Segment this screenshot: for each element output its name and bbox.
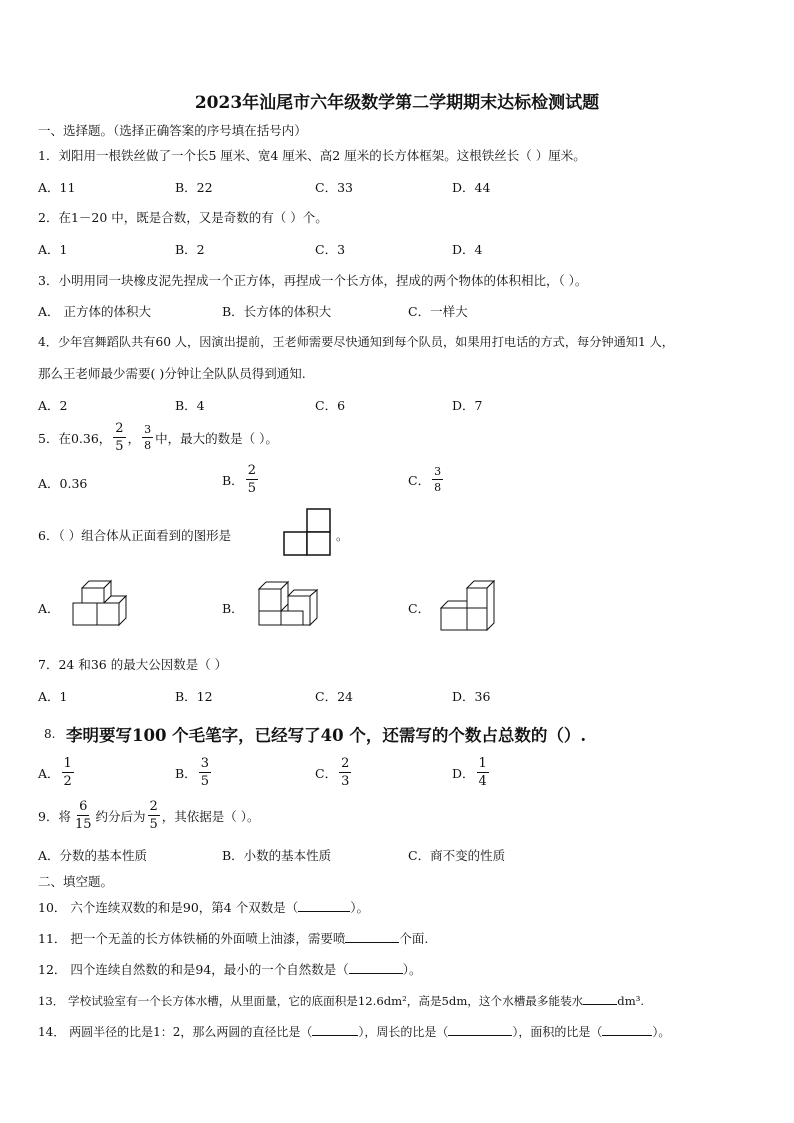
q12-answer-blank[interactable] — [349, 960, 403, 974]
question-14: 14． 两圆半径的比是1：2，那么两圆的直径比是（ ），周长的比是（ ），面积的比是（ ）。 — [38, 1022, 670, 1040]
q9-middle: 约分后为 — [95, 808, 146, 824]
q5-suffix: 中，最大的数是（ ）。 — [155, 430, 278, 446]
question-5-stem — [38, 422, 278, 453]
question-13: 13． 学校试验室有一个长方体水槽，从里面量，它的底面积是12.6dm²，高是5dm，这个水槽最多能装水 dm³. — [38, 991, 644, 1009]
section-choice-heading: 一、选择题。（选择正确答案的序号填在括号内） — [38, 123, 307, 138]
q6-option-b-label[interactable]: B． — [222, 601, 244, 616]
q1-option-a[interactable]: A．11 — [38, 180, 76, 195]
q1-option-b[interactable]: B．22 — [175, 180, 213, 195]
q8-option-d-fraction: $\frac{1}{4}$ — [478, 756, 487, 789]
q6-option-c-cube-figure[interactable] — [438, 578, 498, 636]
q6-option-a-label[interactable]: A． — [38, 601, 60, 616]
q2-option-b[interactable]: B．2 — [175, 242, 205, 257]
q5-option-b-fraction: $\frac{2}{5}$ — [247, 463, 256, 496]
q4-option-b[interactable]: B．4 — [175, 398, 205, 413]
q3-option-a[interactable]: A． 正方体的体积大 — [38, 304, 152, 319]
q9-fraction-1: $\frac{6}{15}$ — [74, 799, 92, 832]
q8-option-a-fraction: $\frac{1}{2}$ — [63, 756, 72, 789]
q4-option-a[interactable]: A．2 — [38, 398, 68, 413]
question-4-stem-line1: 4．少年宫舞蹈队共有60 人，因演出提前，王老师需要尽快通知到每个队员，如果用打电话的方式，每分钟通知1 人， — [38, 335, 674, 349]
question-12: 12． 四个连续自然数的和是94，最小的一个自然数是（ ）。 — [38, 962, 422, 977]
q2-option-c[interactable]: C．3 — [315, 242, 346, 257]
q8-option-b-fraction: $\frac{3}{5}$ — [200, 756, 209, 789]
q6-option-c-label[interactable]: C． — [408, 601, 431, 616]
q1-option-d[interactable]: D．44 — [452, 180, 491, 195]
q5-option-a[interactable]: A．0.36 — [38, 476, 88, 491]
q5-fraction-1: $\frac{2}{5}$ — [115, 421, 124, 454]
question-1-stem: 1．刘阳用一根铁丝做了一个长5 厘米、宽4 厘米、高2 厘米的长方体框架。这根铁丝长（ ）厘米。 — [38, 148, 586, 163]
q5-option-b[interactable]: B． $\frac{2}{5}$ — [222, 463, 256, 496]
q2-option-d[interactable]: D．4 — [452, 242, 483, 257]
question-3-stem: 3．小明用同一块橡皮泥先捏成一个正方体，再捏成一个长方体，捏成的两个物体的体积相比，（ ）。 — [38, 273, 588, 288]
q9-fraction-2: $\frac{2}{5}$ — [149, 799, 158, 832]
q1-option-c[interactable]: C．33 — [315, 180, 353, 195]
q8-option-c[interactable]: C． $\frac{2}{3}$ — [315, 756, 350, 789]
q9-option-a[interactable]: A．分数的基本性质 — [38, 848, 148, 863]
q7-option-b[interactable]: B．12 — [175, 689, 213, 704]
q9-option-b[interactable]: B．小数的基本性质 — [222, 848, 332, 863]
q13-answer-blank[interactable] — [583, 991, 617, 1005]
question-7-stem: 7．24 和36 的最大公因数是（ ） — [38, 657, 228, 672]
question-6-stem: 6．（ ）组合体从正面看到的图形是 — [38, 528, 232, 543]
q7-option-c[interactable]: C．24 — [315, 689, 353, 704]
q11-answer-blank[interactable] — [345, 929, 399, 943]
question-9-stem — [38, 800, 260, 831]
q6-front-view-figure — [283, 508, 333, 558]
q8-option-a[interactable]: A． $\frac{1}{2}$ — [38, 756, 72, 789]
question-8-number: 8. — [44, 727, 56, 741]
question-10: 10． 六个连续双数的和是90，第4 个双数是（ ）。 — [38, 900, 369, 915]
q7-option-d[interactable]: D．36 — [452, 689, 491, 704]
q8-option-b[interactable]: B． $\frac{3}{5}$ — [175, 756, 209, 789]
q10-answer-blank[interactable] — [298, 898, 350, 912]
question-2-stem: 2．在1－20 中，既是合数，又是奇数的有（ ）个。 — [38, 210, 328, 225]
q7-option-a[interactable]: A．1 — [38, 689, 68, 704]
q5-fraction-2: $\frac{3}{8}$ — [144, 423, 152, 452]
q9-suffix: ，其依据是（ ）。 — [161, 808, 260, 824]
q5-option-c-fraction: $\frac{3}{8}$ — [434, 465, 442, 494]
q6-option-a-cube-figure[interactable] — [70, 578, 130, 633]
section-fill-heading: 二、填空题。 — [38, 874, 114, 889]
q5-prefix: 5．在0.36， — [38, 430, 112, 446]
q5-separator: ， — [127, 430, 141, 446]
q14-diameter-blank[interactable] — [312, 1022, 358, 1036]
q6-suffix: 。 — [336, 528, 349, 543]
q8-option-c-fraction: $\frac{2}{3}$ — [341, 756, 350, 789]
question-4-stem-line2: 那么王老师最少需要( )分钟让全队队员得到通知. — [38, 366, 306, 381]
q2-option-a[interactable]: A．1 — [38, 242, 68, 257]
q5-option-c[interactable]: C． $\frac{3}{8}$ — [408, 465, 442, 494]
q3-option-c[interactable]: C．一样大 — [408, 304, 468, 319]
q9-prefix: 9．将 — [38, 808, 71, 824]
q4-option-d[interactable]: D．7 — [452, 398, 483, 413]
q8-option-d[interactable]: D． $\frac{1}{4}$ — [452, 756, 487, 789]
q14-circumference-blank[interactable] — [448, 1022, 512, 1036]
q6-option-b-cube-figure[interactable] — [256, 578, 321, 633]
q3-option-b[interactable]: B．长方体的体积大 — [222, 304, 332, 319]
q9-option-c[interactable]: C．商不变的性质 — [408, 848, 506, 863]
question-8-stem: 李明要写100 个毛笔字，已经写了40 个，还需写的个数占总数的（）. — [66, 726, 587, 745]
question-11: 11． 把一个无盖的长方体铁桶的外面喷上油漆，需要喷 个面. — [38, 931, 429, 946]
q4-option-c[interactable]: C．6 — [315, 398, 346, 413]
q14-area-blank[interactable] — [602, 1022, 652, 1036]
page-title: 2023年汕尾市六年级数学第二学期期末达标检测试题 — [194, 93, 600, 113]
